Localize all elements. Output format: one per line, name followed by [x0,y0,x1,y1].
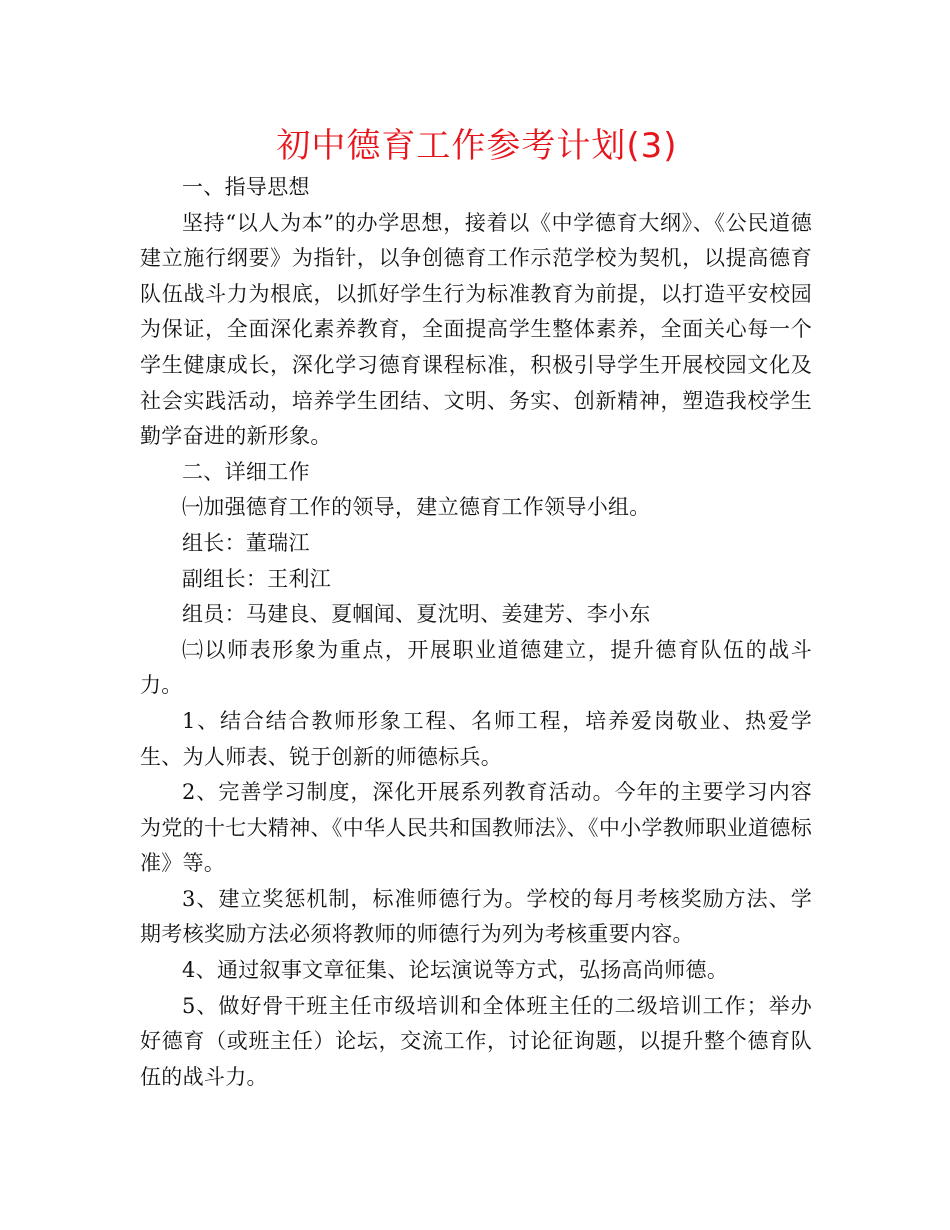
list-item-4: 4、通过叙事文章征集、论坛演说等方式，弘扬高尚师德。 [182,958,729,983]
list-item-1: 1、结合结合教师形象工程、名师工程，培养爱岗敬业、热爱学生、为人师表、锐于创新的师德标兵。 [140,708,812,769]
subsection-teacher-ethics: ㈡以师表形象为重点，开展职业道德建立，提升德育队伍的战斗力。 [140,637,812,698]
section-heading-guiding-thought: 一、指导思想 [182,175,310,199]
list-item-3: 3、建立奖惩机制，标准师德行为。学校的每月考核奖励方法、学期考核奖励方法必须将教师的师德行为列为考核重要内容。 [140,886,812,947]
document-title: 初中德育工作参考计划(3) [276,126,678,166]
section-heading-detailed-work: 二、详细工作 [182,459,310,484]
paragraph-guiding-thought: 坚持“以人为本”的办学思想，接着以《中学德育大纲》、《公民道德建立施行纲要》为指针，以争创德育工作示范学校为契机，以提高德育队伍战斗力为根底，以抓好学生行为标准教育为前提，以打造平安校园为保证，全面深化素养教育，全面提高学生整体素养，全面关心每一个学生健康成长，深化学习德育课程标准，积极引导学生开展校园文化及社会实践活动，培养学生团结、文明、务实、创新精神，塑造我校学生勤学奋进的新形象。 [140,210,812,449]
list-item-5: 5、做好骨干班主任市级培训和全体班主任的二级培训工作；举办好德育（或班主任）论坛，交流工作，讨论征询题，以提升整个德育队伍的战斗力。 [140,993,812,1089]
deputy-group-leader: 副组长：王利江 [182,566,332,591]
group-leader: 组长：董瑞江 [182,530,310,555]
document-page [140,122,812,1095]
subsection-leadership: ㈠加强德育工作的领导，建立德育工作领导小组。 [182,495,651,520]
document-body [140,170,812,1095]
group-members: 组员：马建良、夏帼闻、夏沈明、姜建芳、李小东 [182,602,651,627]
list-item-2: 2、完善学习制度，深化开展系列教育活动。今年的主要学习内容为党的十七大精神、《中华人民共和国教师法》、《中小学教师职业道德标准》等。 [140,780,812,876]
